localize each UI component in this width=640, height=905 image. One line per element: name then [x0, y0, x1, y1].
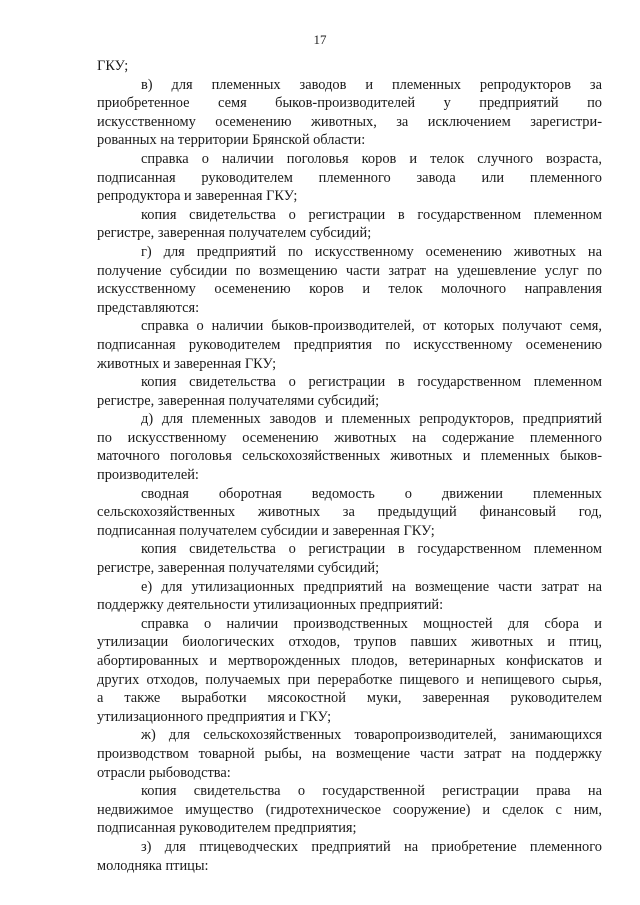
- paragraph-item-e: [97, 578, 602, 615]
- text-line: справка о наличии поголовья коров и телок случного возраста,: [141, 150, 602, 167]
- text-line: копия свидетельства о регистрации в государственном племенном: [141, 374, 602, 391]
- text-line: е) для утилизационных предприятий на возмещение части затрат на: [141, 578, 602, 595]
- text-line: подписанная получателем субсидии и заверенная ГКУ;: [97, 522, 435, 539]
- paragraph-item-g: [97, 243, 602, 317]
- text-line: искусственному осеменению коров и телок молочного направления: [97, 281, 602, 298]
- text-line: получение субсидии по возмещению части затрат на удешевление услуг по: [97, 262, 602, 279]
- paragraph-registry-copy-2: [97, 373, 602, 410]
- paragraph-registry-copy-1: [97, 206, 602, 243]
- text-line: поддержку деятельности утилизационных предприятий:: [97, 597, 444, 614]
- text-line: маточного поголовья сельскохозяйственных животных и племенных быков-: [97, 448, 602, 465]
- text-line: ГКУ;: [97, 58, 129, 74]
- text-line: производством товарной рыбы, на возмещение части затрат на поддержку: [97, 745, 602, 762]
- paragraph-item-d: [97, 410, 602, 484]
- text-line: производителей:: [97, 467, 199, 484]
- text-line: молодняка птицы:: [97, 857, 209, 874]
- paragraph-turnover-statement: [97, 485, 602, 541]
- text-line: справка о наличии быков-производителей, от которых получают семя,: [141, 318, 602, 335]
- paragraph-registry-copy-3: [97, 540, 602, 577]
- text-line: подписанная руководителем племенного завода или племенного: [97, 169, 602, 186]
- text-line: копия свидетельства о государственной регистрации права на: [141, 783, 602, 800]
- text-line: регистре, заверенная получателями субсидий;: [97, 560, 380, 577]
- text-line: копия свидетельства о регистрации в государственном племенном: [141, 541, 602, 558]
- text-line: в) для племенных заводов и племенных репродукторов за: [141, 76, 602, 93]
- document-body: [97, 57, 602, 875]
- text-line: утилизации биологических отходов, трупов павших животных и птиц,: [97, 634, 602, 651]
- text-line: ж) для сельскохозяйственных товаропроизводителей, занимающихся: [141, 727, 602, 744]
- text-line: з) для птицеводческих предприятий на приобретение племенного: [141, 838, 602, 855]
- text-line: недвижимое имущество (гидротехническое сооружение) и сделок с ним,: [97, 801, 602, 818]
- paragraph-gku-end: [97, 57, 602, 76]
- text-line: сводная оборотная ведомость о движении племенных: [141, 485, 602, 502]
- text-line: д) для племенных заводов и племенных репродукторов, предприятий: [141, 411, 602, 428]
- text-line: рованных на территории Брянской области:: [97, 132, 366, 149]
- text-line: отрасли рыбоводства:: [97, 764, 231, 781]
- text-line: абортированных и мертворожденных плодов, ветеринарных конфискатов и: [97, 653, 602, 669]
- text-line: искусственному осеменению животных, за исключением зарегистри-: [97, 113, 602, 130]
- text-line: регистре, заверенная получателем субсидий;: [97, 225, 372, 242]
- text-line: справка о наличии производственных мощностей для сбора и: [141, 615, 602, 632]
- text-line: подписанная руководителем предприятия по искусственному осеменению: [97, 336, 602, 353]
- text-line: а также выработки мясокостной муки, заверенная руководителем: [97, 690, 602, 707]
- page-number: 17: [313, 32, 327, 47]
- paragraph-bulls-certificate: [97, 317, 602, 373]
- text-line: приобретенное семя быков-производителей у предприятий по: [97, 95, 602, 112]
- text-line: подписанная руководителем предприятия;: [97, 820, 357, 837]
- text-line: репродуктора и заверенная ГКУ;: [97, 188, 298, 205]
- text-line: животных и заверенная ГКУ;: [97, 355, 277, 372]
- paragraph-capacity-certificate: [97, 615, 602, 727]
- paragraph-item-v: [97, 76, 602, 150]
- paragraph-property-certificate: [97, 782, 602, 838]
- text-line: других отходов, получаемых при переработке пищевого и непищевого сырья,: [97, 671, 602, 688]
- text-line: представляются:: [97, 299, 200, 316]
- text-line: копия свидетельства о регистрации в государственном племенном: [141, 206, 602, 223]
- paragraph-livestock-certificate: [97, 150, 602, 206]
- text-line: по искусственному осеменению животных на содержание племенного: [97, 429, 602, 446]
- paragraph-item-zh: [97, 726, 602, 782]
- text-line: г) для предприятий по искусственному осеменению животных на: [141, 243, 602, 260]
- paragraph-item-z: [97, 838, 602, 875]
- text-line: регистре, заверенная получателями субсидий;: [97, 392, 380, 409]
- text-line: сельскохозяйственных животных за предыдущий финансовый год,: [97, 504, 602, 521]
- text-line: утилизационного предприятия и ГКУ;: [97, 708, 332, 725]
